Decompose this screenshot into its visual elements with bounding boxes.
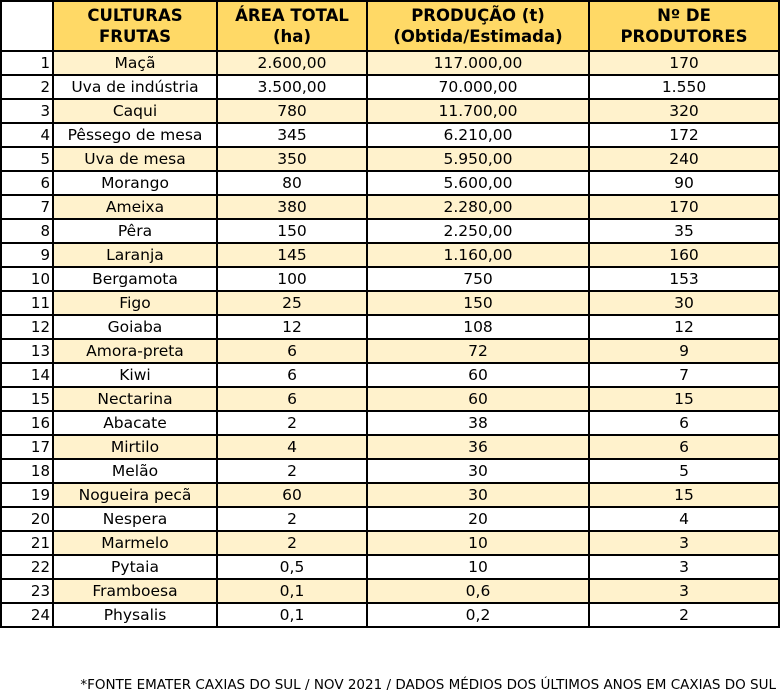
cell-production: 30 [367,483,589,507]
cell-producers: 1.550 [589,75,779,99]
cell-crop: Kiwi [53,363,217,387]
cell-crop: Pytaia [53,555,217,579]
row-number: 24 [1,603,53,627]
cell-producers: 5 [589,459,779,483]
cell-crop: Maçã [53,51,217,75]
cell-production: 0,6 [367,579,589,603]
cell-producers: 9 [589,339,779,363]
header-producers-line-2: PRODUTORES [620,27,748,46]
cell-producers: 15 [589,387,779,411]
cell-production: 38 [367,411,589,435]
cell-producers: 30 [589,291,779,315]
cell-producers: 15 [589,483,779,507]
row-number: 5 [1,147,53,171]
row-number: 17 [1,435,53,459]
row-number: 9 [1,243,53,267]
table-row [1,51,779,75]
cell-crop: Caqui [53,99,217,123]
cell-production: 117.000,00 [367,51,589,75]
row-number: 15 [1,387,53,411]
table-row [1,459,779,483]
cell-production: 20 [367,507,589,531]
header-producers-line-1: Nº DE [657,6,711,25]
cell-area: 350 [217,147,367,171]
cell-production: 36 [367,435,589,459]
cell-area: 25 [217,291,367,315]
header-production-line-2: (Obtida/Estimada) [393,27,563,46]
cell-producers: 2 [589,603,779,627]
header-producers [589,1,779,51]
row-number: 23 [1,579,53,603]
cell-crop: Laranja [53,243,217,267]
cell-production: 10 [367,555,589,579]
row-number: 2 [1,75,53,99]
cell-production: 70.000,00 [367,75,589,99]
row-number: 8 [1,219,53,243]
table-row [1,99,779,123]
cell-producers: 170 [589,51,779,75]
row-number: 13 [1,339,53,363]
cell-area: 345 [217,123,367,147]
header-row [1,1,779,51]
table-row [1,411,779,435]
cell-producers: 35 [589,219,779,243]
cell-production: 2.280,00 [367,195,589,219]
cell-production: 108 [367,315,589,339]
table-row [1,195,779,219]
cell-area: 100 [217,267,367,291]
table-row [1,123,779,147]
row-number: 4 [1,123,53,147]
cell-production: 11.700,00 [367,99,589,123]
row-number: 7 [1,195,53,219]
cell-production: 10 [367,531,589,555]
cell-area: 145 [217,243,367,267]
cell-producers: 4 [589,507,779,531]
cell-crop: Ameixa [53,195,217,219]
row-number: 6 [1,171,53,195]
row-number: 3 [1,99,53,123]
cell-area: 60 [217,483,367,507]
table-row [1,387,779,411]
cell-crop: Nespera [53,507,217,531]
cell-area: 2 [217,507,367,531]
header-production [367,1,589,51]
cell-area: 2 [217,459,367,483]
cell-area: 3.500,00 [217,75,367,99]
cell-crop: Melão [53,459,217,483]
cell-crop: Amora-preta [53,339,217,363]
cell-area: 2 [217,531,367,555]
cell-production: 1.160,00 [367,243,589,267]
table-row [1,291,779,315]
cell-area: 780 [217,99,367,123]
cell-producers: 3 [589,555,779,579]
cell-crop: Goiaba [53,315,217,339]
cell-production: 150 [367,291,589,315]
table-row [1,531,779,555]
cell-crop: Framboesa [53,579,217,603]
table-row [1,435,779,459]
cell-crop: Pêra [53,219,217,243]
cell-area: 2 [217,411,367,435]
cell-production: 2.250,00 [367,219,589,243]
table-row [1,603,779,627]
cell-crop: Abacate [53,411,217,435]
cell-area: 380 [217,195,367,219]
row-number: 22 [1,555,53,579]
row-number: 18 [1,459,53,483]
source-footnote: *FONTE EMATER CAXIAS DO SUL / NOV 2021 / DADOS MÉDIOS DOS ÚLTIMOS ANOS EM CAXIAS DO SUL [80,677,776,693]
cell-production: 60 [367,387,589,411]
cell-area: 150 [217,219,367,243]
cell-area: 2.600,00 [217,51,367,75]
cell-crop: Physalis [53,603,217,627]
cell-area: 6 [217,363,367,387]
table-row [1,315,779,339]
cell-crop: Bergamota [53,267,217,291]
cell-production: 6.210,00 [367,123,589,147]
row-number: 20 [1,507,53,531]
table-row [1,219,779,243]
table-row [1,507,779,531]
cell-crop: Pêssego de mesa [53,123,217,147]
cell-crop: Nogueira pecã [53,483,217,507]
cell-producers: 160 [589,243,779,267]
cell-area: 6 [217,387,367,411]
table-row [1,171,779,195]
row-number: 21 [1,531,53,555]
table-row [1,147,779,171]
cell-production: 5.600,00 [367,171,589,195]
cell-producers: 7 [589,363,779,387]
cell-area: 4 [217,435,367,459]
cell-producers: 12 [589,315,779,339]
cell-crop: Nectarina [53,387,217,411]
header-area [217,1,367,51]
cell-producers: 240 [589,147,779,171]
header-crops-line-1: CULTURAS [87,6,183,25]
cell-area: 0,1 [217,603,367,627]
cell-producers: 153 [589,267,779,291]
cell-area: 12 [217,315,367,339]
cell-producers: 172 [589,123,779,147]
row-number: 14 [1,363,53,387]
header-area-line-1: ÁREA TOTAL [235,6,349,25]
cell-crop: Figo [53,291,217,315]
row-number: 11 [1,291,53,315]
cell-crop: Uva de indústria [53,75,217,99]
table-row [1,339,779,363]
cell-production: 30 [367,459,589,483]
cell-crop: Marmelo [53,531,217,555]
cell-production: 72 [367,339,589,363]
row-number: 12 [1,315,53,339]
table-row [1,75,779,99]
cell-crop: Mirtilo [53,435,217,459]
header-index [1,1,53,51]
header-area-line-2: (ha) [273,27,311,46]
row-number: 19 [1,483,53,507]
header-crops-line-2: FRUTAS [98,27,171,46]
cell-crop: Uva de mesa [53,147,217,171]
cell-production: 5.950,00 [367,147,589,171]
table-row [1,555,779,579]
header-crops [53,1,217,51]
cell-area: 0,1 [217,579,367,603]
header-production-line-1: PRODUÇÃO (t) [411,6,545,25]
cell-producers: 90 [589,171,779,195]
cell-producers: 6 [589,435,779,459]
table-row [1,483,779,507]
table-body [1,51,779,627]
cell-area: 0,5 [217,555,367,579]
cell-producers: 320 [589,99,779,123]
table-row [1,243,779,267]
cell-producers: 170 [589,195,779,219]
cell-producers: 3 [589,579,779,603]
cell-area: 80 [217,171,367,195]
cell-producers: 6 [589,411,779,435]
table-row [1,363,779,387]
cell-producers: 3 [589,531,779,555]
row-number: 10 [1,267,53,291]
cell-area: 6 [217,339,367,363]
table-row [1,267,779,291]
row-number: 16 [1,411,53,435]
cell-production: 0,2 [367,603,589,627]
row-number: 1 [1,51,53,75]
cell-production: 750 [367,267,589,291]
cell-crop: Morango [53,171,217,195]
table-row [1,579,779,603]
cell-production: 60 [367,363,589,387]
